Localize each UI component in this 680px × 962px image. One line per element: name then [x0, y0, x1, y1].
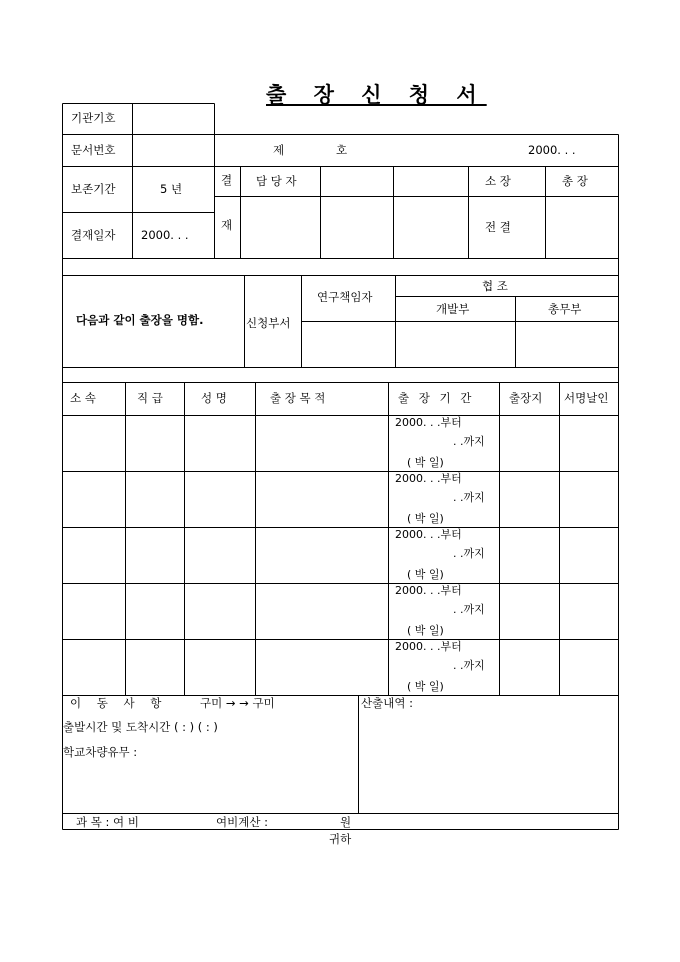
- period-from: 2000. . .부터: [395, 472, 462, 485]
- approval-label-bottom: 재: [221, 218, 233, 232]
- period-nights: ( 박 일): [407, 568, 444, 581]
- dept-label: 신청부서: [246, 316, 291, 330]
- period-from: 2000. . .부터: [395, 528, 462, 541]
- col-affiliation: 소 속: [70, 391, 96, 405]
- addressee-label: 귀하: [329, 832, 352, 846]
- route-text: 구미 → → 구미: [200, 696, 275, 710]
- won-label: 원: [340, 815, 352, 829]
- col-rank: 직 급: [137, 391, 163, 405]
- retention-label: 보존기간: [71, 182, 116, 196]
- retention-value: 5 년: [160, 182, 183, 196]
- school-vehicle-label: 학교차량유무 :: [63, 745, 138, 759]
- org-code-label: 기관기호: [71, 111, 116, 125]
- period-to: . .까지: [453, 603, 485, 616]
- col-signature: 서명날인: [564, 391, 609, 405]
- final-approval-label: 전 결: [485, 220, 511, 234]
- period-to: . .까지: [453, 491, 485, 504]
- col-period: 출 장 기 간: [398, 391, 475, 405]
- in-charge-label: 담 당 자: [256, 174, 297, 188]
- col-purpose: 출 장 목 적: [270, 391, 326, 405]
- approval-date-value: 2000. . .: [141, 228, 189, 242]
- period-to: . .까지: [453, 435, 485, 448]
- col-destination: 출장지: [509, 391, 543, 405]
- doc-date-value: 2000. . .: [528, 143, 576, 157]
- period-nights: ( 박 일): [407, 512, 444, 525]
- dev-label: 개발부: [436, 302, 470, 316]
- approval-label-top: 결: [221, 173, 233, 187]
- period-from: 2000. . .부터: [395, 640, 462, 653]
- president-label: 총 장: [562, 174, 588, 188]
- calc-label: 산출내역 :: [361, 696, 413, 710]
- times-label: 출발시간 및 도착시간 ( : ) ( : ): [63, 720, 218, 734]
- period-from: 2000. . .부터: [395, 584, 462, 597]
- col-name: 성 명: [201, 391, 227, 405]
- request-statement: 다음과 같이 출장을 명함.: [76, 313, 204, 327]
- period-to: . .까지: [453, 659, 485, 672]
- expense-label: 여비계산 :: [216, 815, 268, 829]
- je-label: 제: [273, 143, 285, 157]
- ho-label: 호: [336, 143, 348, 157]
- period-nights: ( 박 일): [407, 680, 444, 693]
- period-nights: ( 박 일): [407, 624, 444, 637]
- approval-date-label: 결재일자: [71, 228, 116, 242]
- cooperation-label: 협 조: [482, 279, 508, 293]
- period-from: 2000. . .부터: [395, 416, 462, 429]
- doc-number-label: 문서번호: [71, 143, 116, 157]
- director-label: 소 장: [485, 174, 511, 188]
- period-nights: ( 박 일): [407, 456, 444, 469]
- movement-label: 이 동 사 항: [70, 696, 168, 710]
- general-affairs-label: 총무부: [548, 302, 582, 316]
- period-to: . .까지: [453, 547, 485, 560]
- subject-label: 과 목 : 여 비: [76, 815, 139, 829]
- page-title: 출 장 신 청 서: [266, 82, 487, 107]
- researcher-label: 연구책임자: [317, 290, 373, 304]
